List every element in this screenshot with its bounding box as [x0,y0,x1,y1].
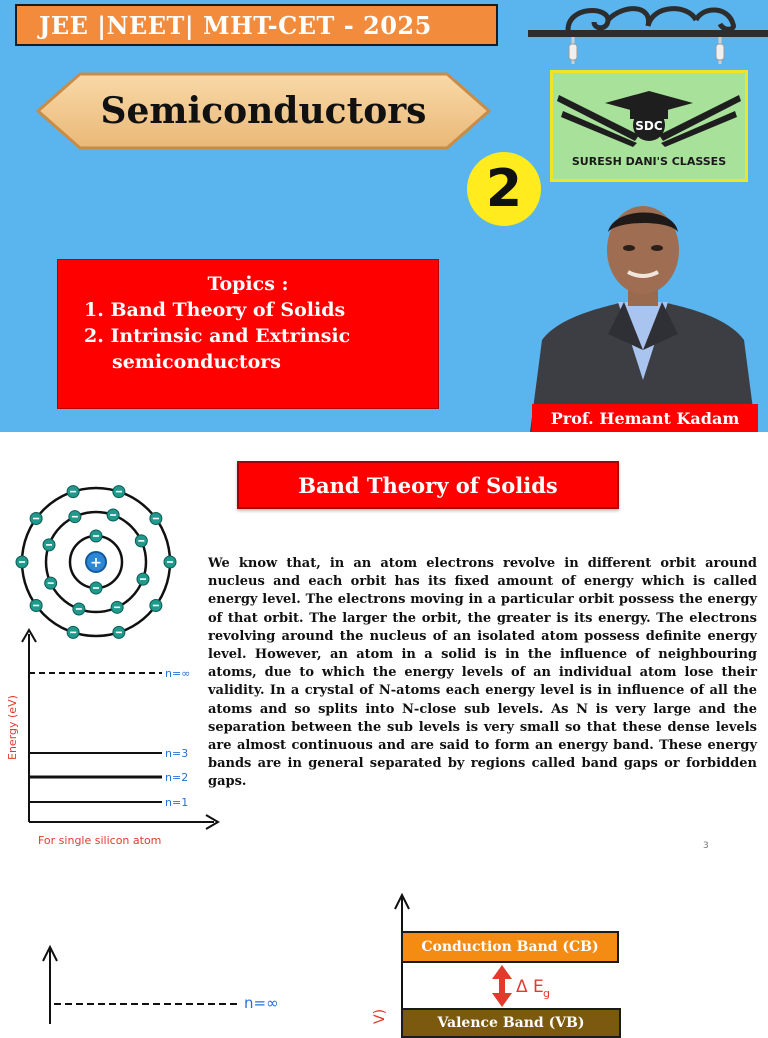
electron-minus-icon [93,587,99,589]
energy-level-graph [0,620,230,855]
energy-gap-subscript: g [543,987,550,1000]
electron-minus-icon [46,544,52,546]
level-label-3: n=3 [165,747,189,760]
topic-item-2: 2. Intrinsic and Extrinsic [84,325,351,347]
band-axis-label: V) [372,1008,388,1024]
electron-minus-icon [110,514,116,516]
svg-text:+: + [90,555,102,571]
electron-minus-icon [140,578,146,580]
electron-minus-icon [72,516,78,518]
level-label-1: n=1 [165,796,189,809]
level-label-2: n=2 [165,771,189,784]
electron-minus-icon [33,605,39,607]
graduation-cap-icon [553,73,745,153]
logo-name: SURESH DANI'S CLASSES [571,155,727,168]
conduction-band: Conduction Band (CB) [401,931,619,963]
topic-item-2-continued: semiconductors [112,351,281,373]
page-number: 3 [703,841,709,851]
electron-minus-icon [33,518,39,520]
electron-minus-icon [70,491,76,493]
explanation-paragraph: We know that, in an atom electrons revolve in different orbit around nucleus and each orbit has its fixed amount of energy which is called energy level. The electrons moving in a particular orbit possess the energy of that orbit. The larger the orbit, the greater is its energy. The electrons revolving around the nucleus of an isolated atom possess definite energy level. However, an atom in a solid is in the influence of neighbouring atoms, due to which the energy levels of an individual atom lose their validity. In a crystal of N-atoms each energy level is in influence of all the atoms and so splits into N-close sub levels. As N is very large and the separation between the sub levels is very small so that these dense levels are almost continuous and are said to form an energy band. These energy bands are in general separated by regions called band gaps or forbidden gaps. [208,556,757,790]
band-level-label-inf: n=∞ [244,994,279,1012]
valence-band: Valence Band (VB) [401,1008,621,1038]
electron-minus-icon [114,607,120,609]
sign-hanger-icon [528,0,768,72]
energy-gap-arrow-icon [492,965,512,1007]
section-title: Band Theory of Solids [237,461,619,509]
presenter-name: Prof. Hemant Kadam [532,404,758,432]
band-diagram [0,885,768,1024]
electron-minus-icon [48,582,54,584]
energy-axis-label: Energy (eV) [6,695,19,760]
electron-minus-icon [167,561,173,563]
electron-minus-icon [76,608,82,610]
title-slide [0,0,768,432]
exam-banner: JEE |NEET| MHT-CET - 2025 [15,4,498,46]
electron-minus-icon [116,491,122,493]
topic-item-1: 1. Band Theory of Solids [84,299,346,321]
level-label-inf: n=∞ [165,667,191,680]
logo-badge: SDC [635,119,663,133]
presenter-photo [528,200,758,432]
electron-minus-icon [138,540,144,542]
electron-minus-icon [93,535,99,537]
topics-heading: Topics : [207,273,289,295]
energy-gap-label: Δ E [516,977,544,997]
electron-minus-icon [19,561,25,563]
graph-caption: For single silicon atom [38,834,162,847]
electron-minus-icon [153,518,159,520]
part-number: 2 [467,152,541,226]
slide-title: Semiconductors [100,90,427,132]
electron-minus-icon [153,605,159,607]
